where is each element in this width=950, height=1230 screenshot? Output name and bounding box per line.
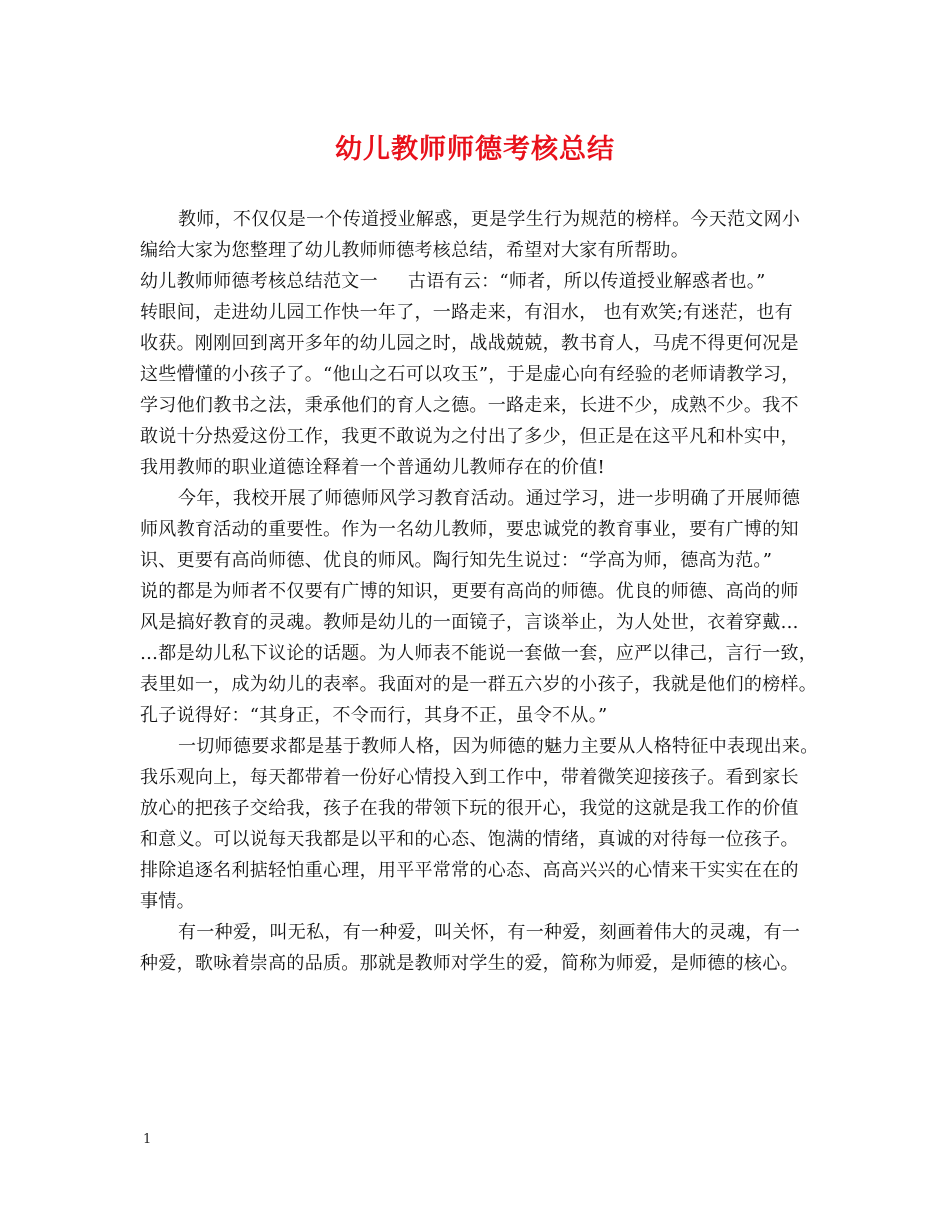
- text-line: 有一种爱，叫无私，有一种爱，叫关怀，有一种爱，刻画着伟大的灵魂，有一: [178, 922, 801, 943]
- text-line: 一切师德要求都是基于教师人格，因为师德的魅力主要从人格特征中表现出来。: [178, 736, 819, 757]
- text-line: 我乐观向上，每天都带着一份好心情投入到工作中，带着微笑迎接孩子。看到家长: [140, 767, 799, 788]
- text-line: 这些懵懂的小孩子了。“他山之石可以攻玉”，于是虚心向有经验的老师请教学习，: [140, 364, 800, 385]
- text-line: 事情。: [140, 891, 195, 912]
- text-line: 排除追逐名利掂轻怕重心理，用平平常常的心态、高高兴兴的心情来干实实在在的: [140, 860, 799, 881]
- text-line: 种爱，歌咏着崇高的品质。那就是教师对学生的爱，简称为师爱，是师德的核心。: [140, 953, 799, 974]
- text-line: 放心的把孩子交给我，孩子在我的带领下玩的很开心，我觉的这就是我工作的价值: [140, 798, 799, 819]
- text-line: 转眼间，走进幼儿园工作快一年了，一路走来，有泪水， 也有欢笑;有迷茫，也有: [140, 302, 793, 323]
- text-line: 编给大家为您整理了幼儿教师师德考核总结，希望对大家有所帮助。: [140, 240, 689, 261]
- text-line: 我用教师的职业道德诠释着一个普通幼儿教师存在的价值!: [140, 457, 606, 478]
- text-line: 教师，不仅仅是一个传道授业解惑，更是学生行为规范的榜样。今天范文网小: [178, 209, 801, 230]
- text-line: 识、更要有高尚师德、优良的师风。陶行知先生说过：“学高为师，德高为范。”: [140, 550, 773, 571]
- text-line: 收获。刚刚回到离开多年的幼儿园之时，战战兢兢，教书育人，马虎不得更何况是: [140, 333, 799, 354]
- section-heading-line: [140, 266, 830, 297]
- text-line: 和意义。可以说每天我都是以平和的心态、饱满的情绪，真诚的对待每一位孩子。: [140, 829, 799, 850]
- text-line: 今年，我校开展了师德师风学习教育活动。通过学习，进一步明确了开展师德: [178, 488, 801, 509]
- text-line: 孔子说得好：“其身正，不令而行，其身不正，虽令不从。”: [140, 705, 608, 726]
- document-body: [140, 204, 830, 979]
- text-line: 敢说十分热爱这份工作，我更不敢说为之付出了多少，但正是在这平凡和朴实中，: [140, 426, 799, 447]
- text-line: 表里如一，成为幼儿的表率。我面对的是一群五六岁的小孩子，我就是他们的榜样。: [140, 674, 818, 695]
- text-line: 说的都是为师者不仅要有广博的知识，更要有高尚的师德。优良的师德、高尚的师: [140, 581, 799, 602]
- text-line: 学习他们教书之法，秉承他们的育人之德。一路走来，长进不少，成熟不少。我不: [140, 395, 799, 416]
- section-heading: 幼儿教师师德考核总结范文一: [140, 271, 378, 292]
- text-line: …都是幼儿私下议论的话题。为人师表不能说一套做一套，应严以律己，言行一致，: [140, 643, 818, 664]
- document-title: 幼儿教师师德考核总结: [335, 134, 615, 165]
- text-line: 师风教育活动的重要性。作为一名幼儿教师，要忠诚党的教育事业，要有广博的知: [140, 519, 799, 540]
- text-line: 风是搞好教育的灵魂。教师是幼儿的一面镜子，言谈举止，为人处世，衣着穿戴…: [140, 612, 799, 633]
- text-line: 古语有云：“师者，所以传道授业解惑者也。”: [407, 271, 766, 292]
- page-number: 1: [143, 1132, 152, 1147]
